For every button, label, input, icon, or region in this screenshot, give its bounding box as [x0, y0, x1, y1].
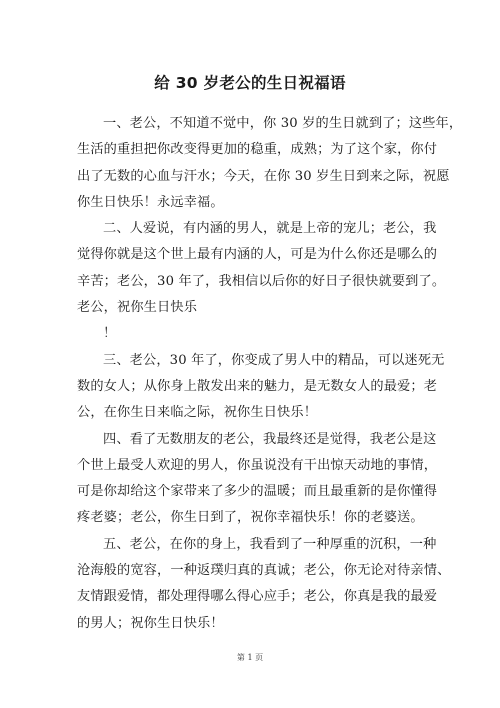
paragraph-line: 你生日快乐！永远幸福。	[77, 194, 224, 210]
paragraph-1	[77, 111, 463, 216]
paragraph-2-continuation	[77, 321, 427, 347]
paragraph-line: 觉得你就是这个世上最有内涵的人，可是为什么你还是哪么的	[77, 247, 438, 263]
paragraph-line: 一、老公，不知道不觉中，你 30 岁的生日就到了；这些年，	[103, 116, 463, 131]
page-number: 第 1 页	[236, 653, 264, 662]
paragraph-4	[77, 427, 438, 532]
paragraph-line: 辛苦；老公，30 年了，我相信以后你的好日子很快就要到了。	[77, 273, 446, 289]
paragraph-line: 沧海般的宽容，一种返璞归真的真诚；老公，你无论对待亲情、	[77, 563, 451, 579]
document-body	[77, 111, 463, 637]
paragraph-line: 个世上最受人欢迎的男人，你虽说没有干出惊天动地的事情，	[77, 457, 438, 473]
paragraph-line: 五、老公，在你的身上，我看到了一种厚重的沉积，一种	[103, 536, 437, 552]
paragraph-line: 出了无数的心血与汗水；今天，在你 30 岁生日到来之际，祝愿	[77, 168, 450, 184]
paragraph-line: 友情跟爱情，都处理得哪么得心应手；老公，你真是我的最爱	[77, 589, 438, 605]
paragraph-5	[77, 532, 451, 637]
paragraph-line: 二、人爱说，有内涵的男人，就是上帝的宠儿；老公，我	[103, 221, 437, 237]
paragraph-2	[77, 216, 446, 321]
paragraph-line: 数的女人；从你身上散发出来的魅力，是无数女人的最爱；老	[77, 378, 438, 394]
paragraph-line: 老公，祝你生日快乐	[77, 300, 198, 316]
paragraph-line: ！	[103, 326, 117, 342]
paragraph-3	[77, 348, 445, 427]
paragraph-line: 四、看了无数朋友的老公，我最终还是觉得，我老公是这	[103, 431, 437, 447]
paragraph-line: 生活的重担把你改变得更加的稳重，成熟；为了这个家，你付	[77, 142, 438, 158]
document-title: 给 30 岁老公的生日祝福语	[154, 74, 346, 92]
paragraph-line: 的男人；祝你生日快乐！	[77, 615, 224, 631]
paragraph-line: 三、老公，30 年了，你变成了男人中的精品，可以迷死无	[103, 352, 445, 368]
paragraph-line: 疼老婆；老公，你生日到了，祝你幸福快乐！你的老婆送。	[77, 510, 424, 526]
paragraph-line: 公，在你生日来临之际，祝你生日快乐！	[77, 405, 318, 421]
paragraph-line: 可是你却给这个家带来了多少的温暖；而且最重新的是你懂得	[77, 484, 438, 500]
